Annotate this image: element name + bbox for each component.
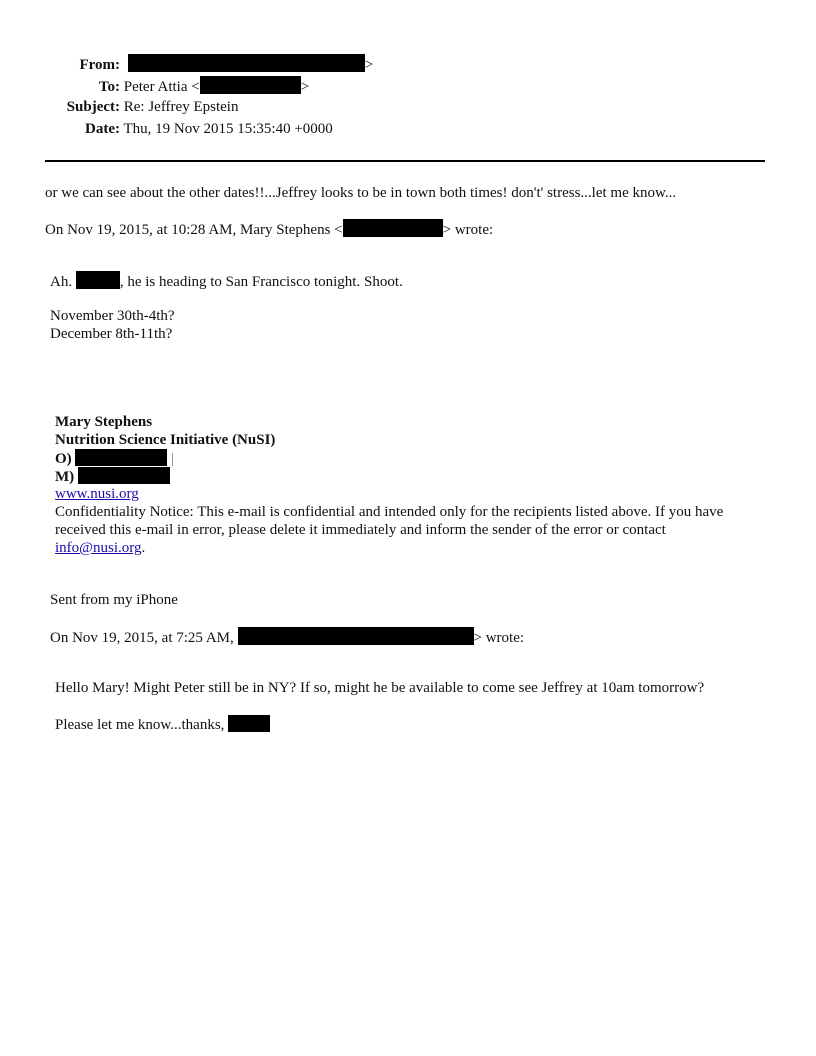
redaction-block xyxy=(238,627,474,645)
sig-office-row xyxy=(55,449,174,468)
quote1-intro-after: > wrote: xyxy=(442,222,494,238)
sig-o-label: O) xyxy=(55,451,72,467)
redaction-block xyxy=(78,467,170,484)
date-value: Thu, 19 Nov 2015 15:35:40 +0000 xyxy=(123,121,333,137)
dates-line-1: November 30th-4th? xyxy=(50,308,175,324)
subject-row xyxy=(0,98,238,116)
confidentiality-end: . xyxy=(141,540,146,556)
date-row xyxy=(0,120,333,138)
redaction-block xyxy=(76,271,120,289)
quote1-intro-before: On Nov 19, 2015, at 10:28 AM, Mary Stephens < xyxy=(45,222,343,238)
quote2-intro-before: On Nov 19, 2015, at 7:25 AM, xyxy=(50,630,238,646)
ah-line xyxy=(50,271,403,291)
redaction-block xyxy=(75,449,167,466)
sig-o-separator: | xyxy=(171,451,175,467)
reply-line: or we can see about the other dates!!...Jeffrey looks to be in town both times! don't' stress...let me know... xyxy=(45,185,677,201)
redaction-block xyxy=(343,219,443,237)
please-line xyxy=(55,715,270,734)
confidentiality-email-link[interactable]: info@nusi.org xyxy=(55,540,142,556)
to-row xyxy=(0,76,309,96)
sig-name: Mary Stephens xyxy=(55,414,153,430)
quote2-intro xyxy=(50,627,524,647)
confidentiality-text: Confidentiality Notice: This e-mail is confidential and intended only for the recipients listed above. If you have received this e-mail in error, please delete it immediately and inform the sender of the error or contact xyxy=(55,504,724,538)
to-value: Peter Attia < xyxy=(123,79,200,95)
subject-value: Re: Jeffrey Epstein xyxy=(123,99,239,115)
sig-m-label: M) xyxy=(55,469,75,485)
sent-from-line: Sent from my iPhone xyxy=(50,592,178,608)
redaction-block xyxy=(200,76,301,94)
confidentiality-notice xyxy=(55,503,755,557)
header-divider xyxy=(45,160,765,162)
redaction-block xyxy=(128,54,365,72)
please-text: Please let me know...thanks, xyxy=(55,717,229,733)
date-label: Date: xyxy=(85,121,120,137)
dates-line-2: December 8th-11th? xyxy=(50,326,173,342)
from-suffix: > xyxy=(364,57,374,73)
to-suffix: > xyxy=(300,79,310,95)
to-label: To: xyxy=(98,79,120,95)
sig-org: Nutrition Science Initiative (NuSI) xyxy=(55,432,276,448)
from-row xyxy=(0,54,373,74)
quote1-intro xyxy=(45,219,493,239)
hello-line: Hello Mary! Might Peter still be in NY? If so, might he be available to come see Jeffrey at 10am tomorrow? xyxy=(55,680,705,696)
ah-after: , he is heading to San Francisco tonight. Shoot. xyxy=(119,274,403,290)
subject-label: Subject: xyxy=(66,99,120,115)
redaction-block xyxy=(228,715,270,732)
sig-mobile-row xyxy=(55,467,170,486)
sig-website-row xyxy=(55,485,139,503)
from-label: From: xyxy=(79,57,120,73)
ah-before: Ah. xyxy=(50,274,76,290)
sig-website-link[interactable]: www.nusi.org xyxy=(55,486,139,502)
quote2-intro-after: > wrote: xyxy=(473,630,525,646)
